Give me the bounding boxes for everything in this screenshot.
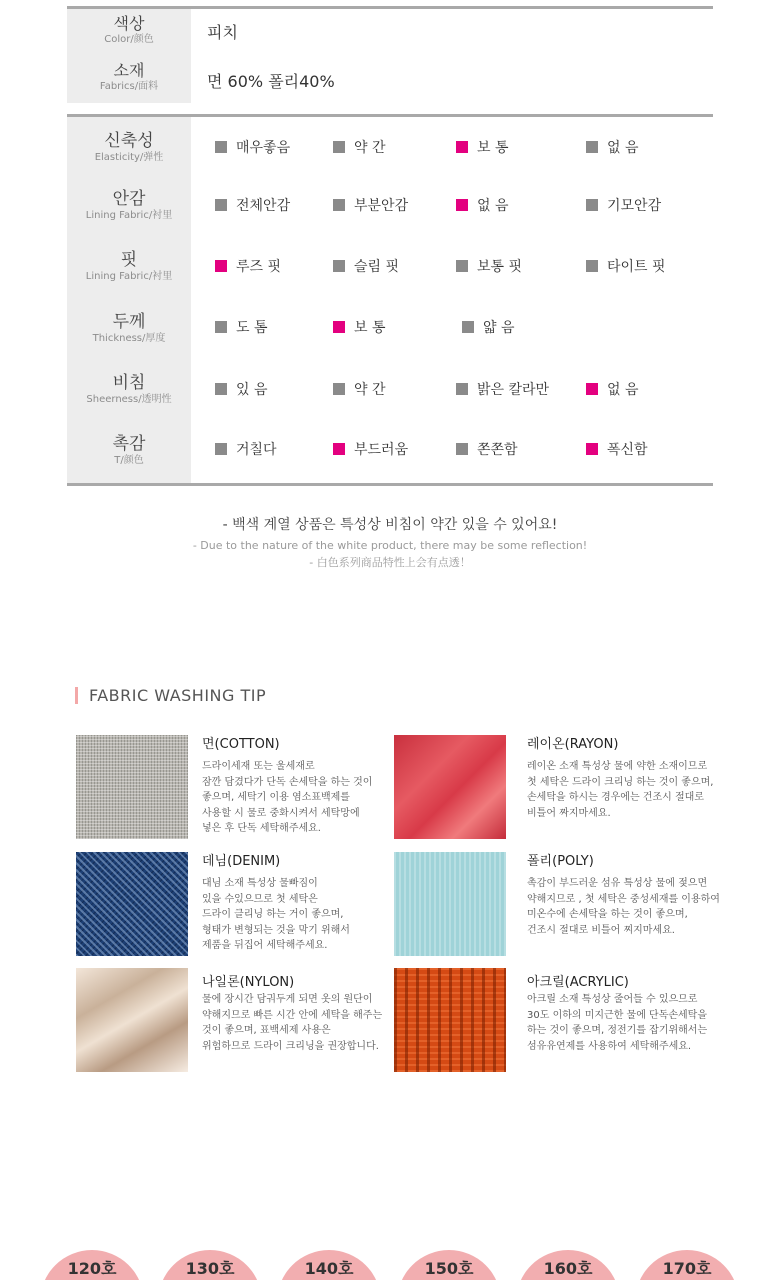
attribute-option-label: 부분안감 (354, 198, 409, 214)
attribute-option-label: 약 간 (354, 382, 386, 398)
attribute-label-en: T/颜色 (114, 455, 144, 466)
attribute-label-ko: 핏 (120, 250, 138, 270)
attribute-option (215, 257, 281, 277)
info-label-color (67, 9, 191, 56)
attribute-label-ko: 비침 (112, 373, 146, 393)
checked-box-icon (456, 199, 468, 211)
unchecked-box-icon (215, 321, 227, 333)
attribute-option (456, 196, 509, 216)
attribute-option (586, 380, 639, 400)
attribute-option (586, 196, 661, 216)
attribute-option (333, 380, 386, 400)
washing-tip-title: FABRIC WASHING TIP (89, 686, 267, 705)
attribute-option-label: 기모안감 (607, 198, 662, 214)
attribute-option-label: 밝은 칼라만 (477, 382, 550, 398)
attribute-option-label: 거칠다 (236, 442, 277, 458)
info-row-color (67, 9, 713, 56)
unchecked-box-icon (215, 443, 227, 455)
attribute-label (67, 189, 191, 223)
fabric-name: 나일론(NYLON) (202, 975, 295, 990)
attribute-label (67, 250, 191, 284)
nylon-fabric-image (76, 968, 188, 1072)
attribute-option-label: 없 음 (607, 382, 639, 398)
attribute-option (586, 440, 648, 460)
unchecked-box-icon (456, 443, 468, 455)
attribute-option-label: 매우좋음 (236, 140, 291, 156)
cotton-fabric-image (76, 735, 188, 839)
size-label: 120호 (67, 1259, 117, 1278)
checked-box-icon (333, 443, 345, 455)
attribute-option (215, 196, 290, 216)
rayon-fabric-image (394, 735, 506, 839)
unchecked-box-icon (333, 383, 345, 395)
fabric-name: 아크릴(ACRYLIC) (527, 975, 629, 990)
unchecked-box-icon (586, 199, 598, 211)
info-label-en: Fabrics/面料 (99, 81, 159, 92)
attribute-option (333, 318, 386, 338)
attribute-label (67, 312, 191, 346)
size-120[interactable] (40, 1250, 144, 1280)
unchecked-box-icon (333, 260, 345, 272)
attribute-option-label: 없 음 (477, 198, 509, 214)
attribute-option (456, 380, 549, 400)
checked-box-icon (586, 443, 598, 455)
attribute-option (586, 257, 666, 277)
unchecked-box-icon (456, 383, 468, 395)
attribute-option (333, 196, 408, 216)
size-label: 140호 (304, 1259, 354, 1278)
attribute-label-en: Elasticity/弹性 (94, 152, 164, 163)
unchecked-box-icon (462, 321, 474, 333)
attribute-option (215, 440, 277, 460)
notice-en: - Due to the nature of the white product, there may be some reflection! (192, 539, 588, 552)
attribute-option (215, 318, 268, 338)
notice-ko: - 백색 계열 상품은 특성상 비침이 약간 있을 수 있어요! (222, 517, 558, 533)
size-170[interactable] (635, 1250, 739, 1280)
info-label-en: Color/颜色 (104, 34, 154, 45)
fabric-desc: 레이온 소재 특성상 물에 약한 소재이므로 첫 세탁은 드라이 크리닝 하는 것이 좋으며, 손세탁을 하시는 경우에는 건조시 절대로 비틀어 짜지마세요. (527, 761, 714, 819)
size-150[interactable] (397, 1250, 501, 1280)
size-160[interactable] (516, 1250, 620, 1280)
unchecked-box-icon (333, 199, 345, 211)
washing-tip-heading (75, 686, 266, 706)
checked-box-icon (215, 260, 227, 272)
attribute-option-label: 전체안감 (236, 198, 291, 214)
product-info-table (67, 6, 713, 104)
fabric-desc: 드라이세재 또는 울세재로 잠깐 담겼다가 단독 손세탁을 하는 것이 좋으며, 세탁기 이용 염소표백제를 사용할 시 물로 중화시켜서 세탁망에 넣은 후 단독 세탁해주세요. (202, 761, 373, 834)
size-label: 150호 (424, 1259, 474, 1278)
attribute-label-ko: 촉감 (112, 434, 146, 454)
attribute-option-label: 없 음 (607, 140, 639, 156)
attribute-option-label: 보 통 (354, 320, 386, 336)
size-130[interactable] (158, 1250, 262, 1280)
attribute-option (456, 257, 522, 277)
checked-box-icon (586, 383, 598, 395)
poly-fabric-image (394, 852, 506, 956)
info-value-color: 피치 (207, 23, 238, 42)
attribute-option-label: 보통 핏 (477, 259, 523, 275)
attribute-option-label: 쫀쫀함 (477, 442, 518, 458)
info-label-ko: 소재 (113, 61, 145, 80)
attribute-option (215, 380, 268, 400)
fabric-name: 면(COTTON) (202, 737, 280, 752)
size-label: 160호 (543, 1259, 593, 1278)
attribute-option (462, 318, 515, 338)
info-value-fabric: 면 60% 폴리40% (207, 72, 335, 91)
attribute-option-label: 부드러움 (354, 442, 409, 458)
acrylic-fabric-image (394, 968, 506, 1072)
attribute-option-label: 약 간 (354, 140, 386, 156)
fabric-desc: 물에 장시간 담궈두게 되면 옷의 원단이 약해지므로 빠른 시간 안에 세탁을 해주는 것이 좋으며, 표백세제 사용은 위험하므로 드라이 크리닝을 권장합니다. (202, 994, 383, 1052)
attribute-label (67, 373, 191, 407)
size-label: 130호 (185, 1259, 235, 1278)
notice-zh: - 白色系列商品特性上会有点透！ (309, 556, 471, 569)
attribute-option-label: 루즈 핏 (236, 259, 282, 275)
attribute-label-en: Sheerness/透明性 (86, 394, 172, 405)
attribute-option-label: 도 톰 (236, 320, 268, 336)
fabric-name: 폴리(POLY) (527, 854, 594, 869)
attribute-option-label: 폭신함 (607, 442, 648, 458)
attribute-label (67, 434, 191, 468)
attribute-option-label: 있 음 (236, 382, 268, 398)
attribute-label-en: Lining Fabric/衬里 (85, 271, 173, 282)
unchecked-box-icon (456, 260, 468, 272)
attribute-option-label: 보 통 (477, 140, 509, 156)
attribute-label-ko: 두께 (112, 312, 146, 332)
attribute-option-label: 슬림 핏 (354, 259, 400, 275)
unchecked-box-icon (215, 383, 227, 395)
attribute-option (333, 440, 408, 460)
attribute-option-label: 얇 음 (483, 320, 515, 336)
attribute-label-ko: 안감 (112, 189, 146, 209)
info-label-fabric (67, 56, 191, 103)
fabric-name: 데님(DENIM) (202, 854, 281, 869)
attribute-label-ko: 신축성 (104, 131, 154, 151)
info-label-ko: 색상 (113, 14, 145, 33)
fabric-desc: 촉감이 부드러운 섬유 특성상 물에 젖으면 약해지므로 , 첫 세탁은 중성세재를 이용하여 미온수에 손세탁을 하는 것이 좋으며, 건조시 절대로 비틀어 찌지마세요. (527, 878, 720, 936)
unchecked-box-icon (215, 199, 227, 211)
attribute-option-label: 타이트 핏 (607, 259, 666, 275)
attribute-option (456, 440, 518, 460)
attribute-option (333, 257, 399, 277)
info-row-fabric (67, 56, 713, 103)
checked-box-icon (333, 321, 345, 333)
size-label: 170호 (662, 1259, 712, 1278)
attribute-label-en: Lining Fabric/衬里 (85, 210, 173, 221)
unchecked-box-icon (586, 260, 598, 272)
denim-fabric-image (76, 852, 188, 956)
fabric-name: 레이온(RAYON) (527, 737, 619, 752)
size-140[interactable] (277, 1250, 381, 1280)
fabric-desc: 대님 소재 특성상 물빠짐이 있을 수있으므로 첫 세탁은 드라이 클리닝 하는 거이 좋으며, 형태가 변형되는 것을 막기 위해서 제품을 뒤집어 세탁해주세요. (202, 878, 350, 951)
attribute-label-en: Thickness/厚度 (92, 333, 166, 344)
fabric-desc: 아크릴 소재 특성상 줄어들 수 있으므로 30도 이하의 미지근한 물에 단독손세탁을 하는 것이 좋으며, 정전기를 잡기위해서는 섬유유연제를 사용하여 세탁해주세요. (527, 994, 708, 1052)
heading-accent-bar (75, 687, 78, 704)
attribute-table (67, 114, 713, 486)
